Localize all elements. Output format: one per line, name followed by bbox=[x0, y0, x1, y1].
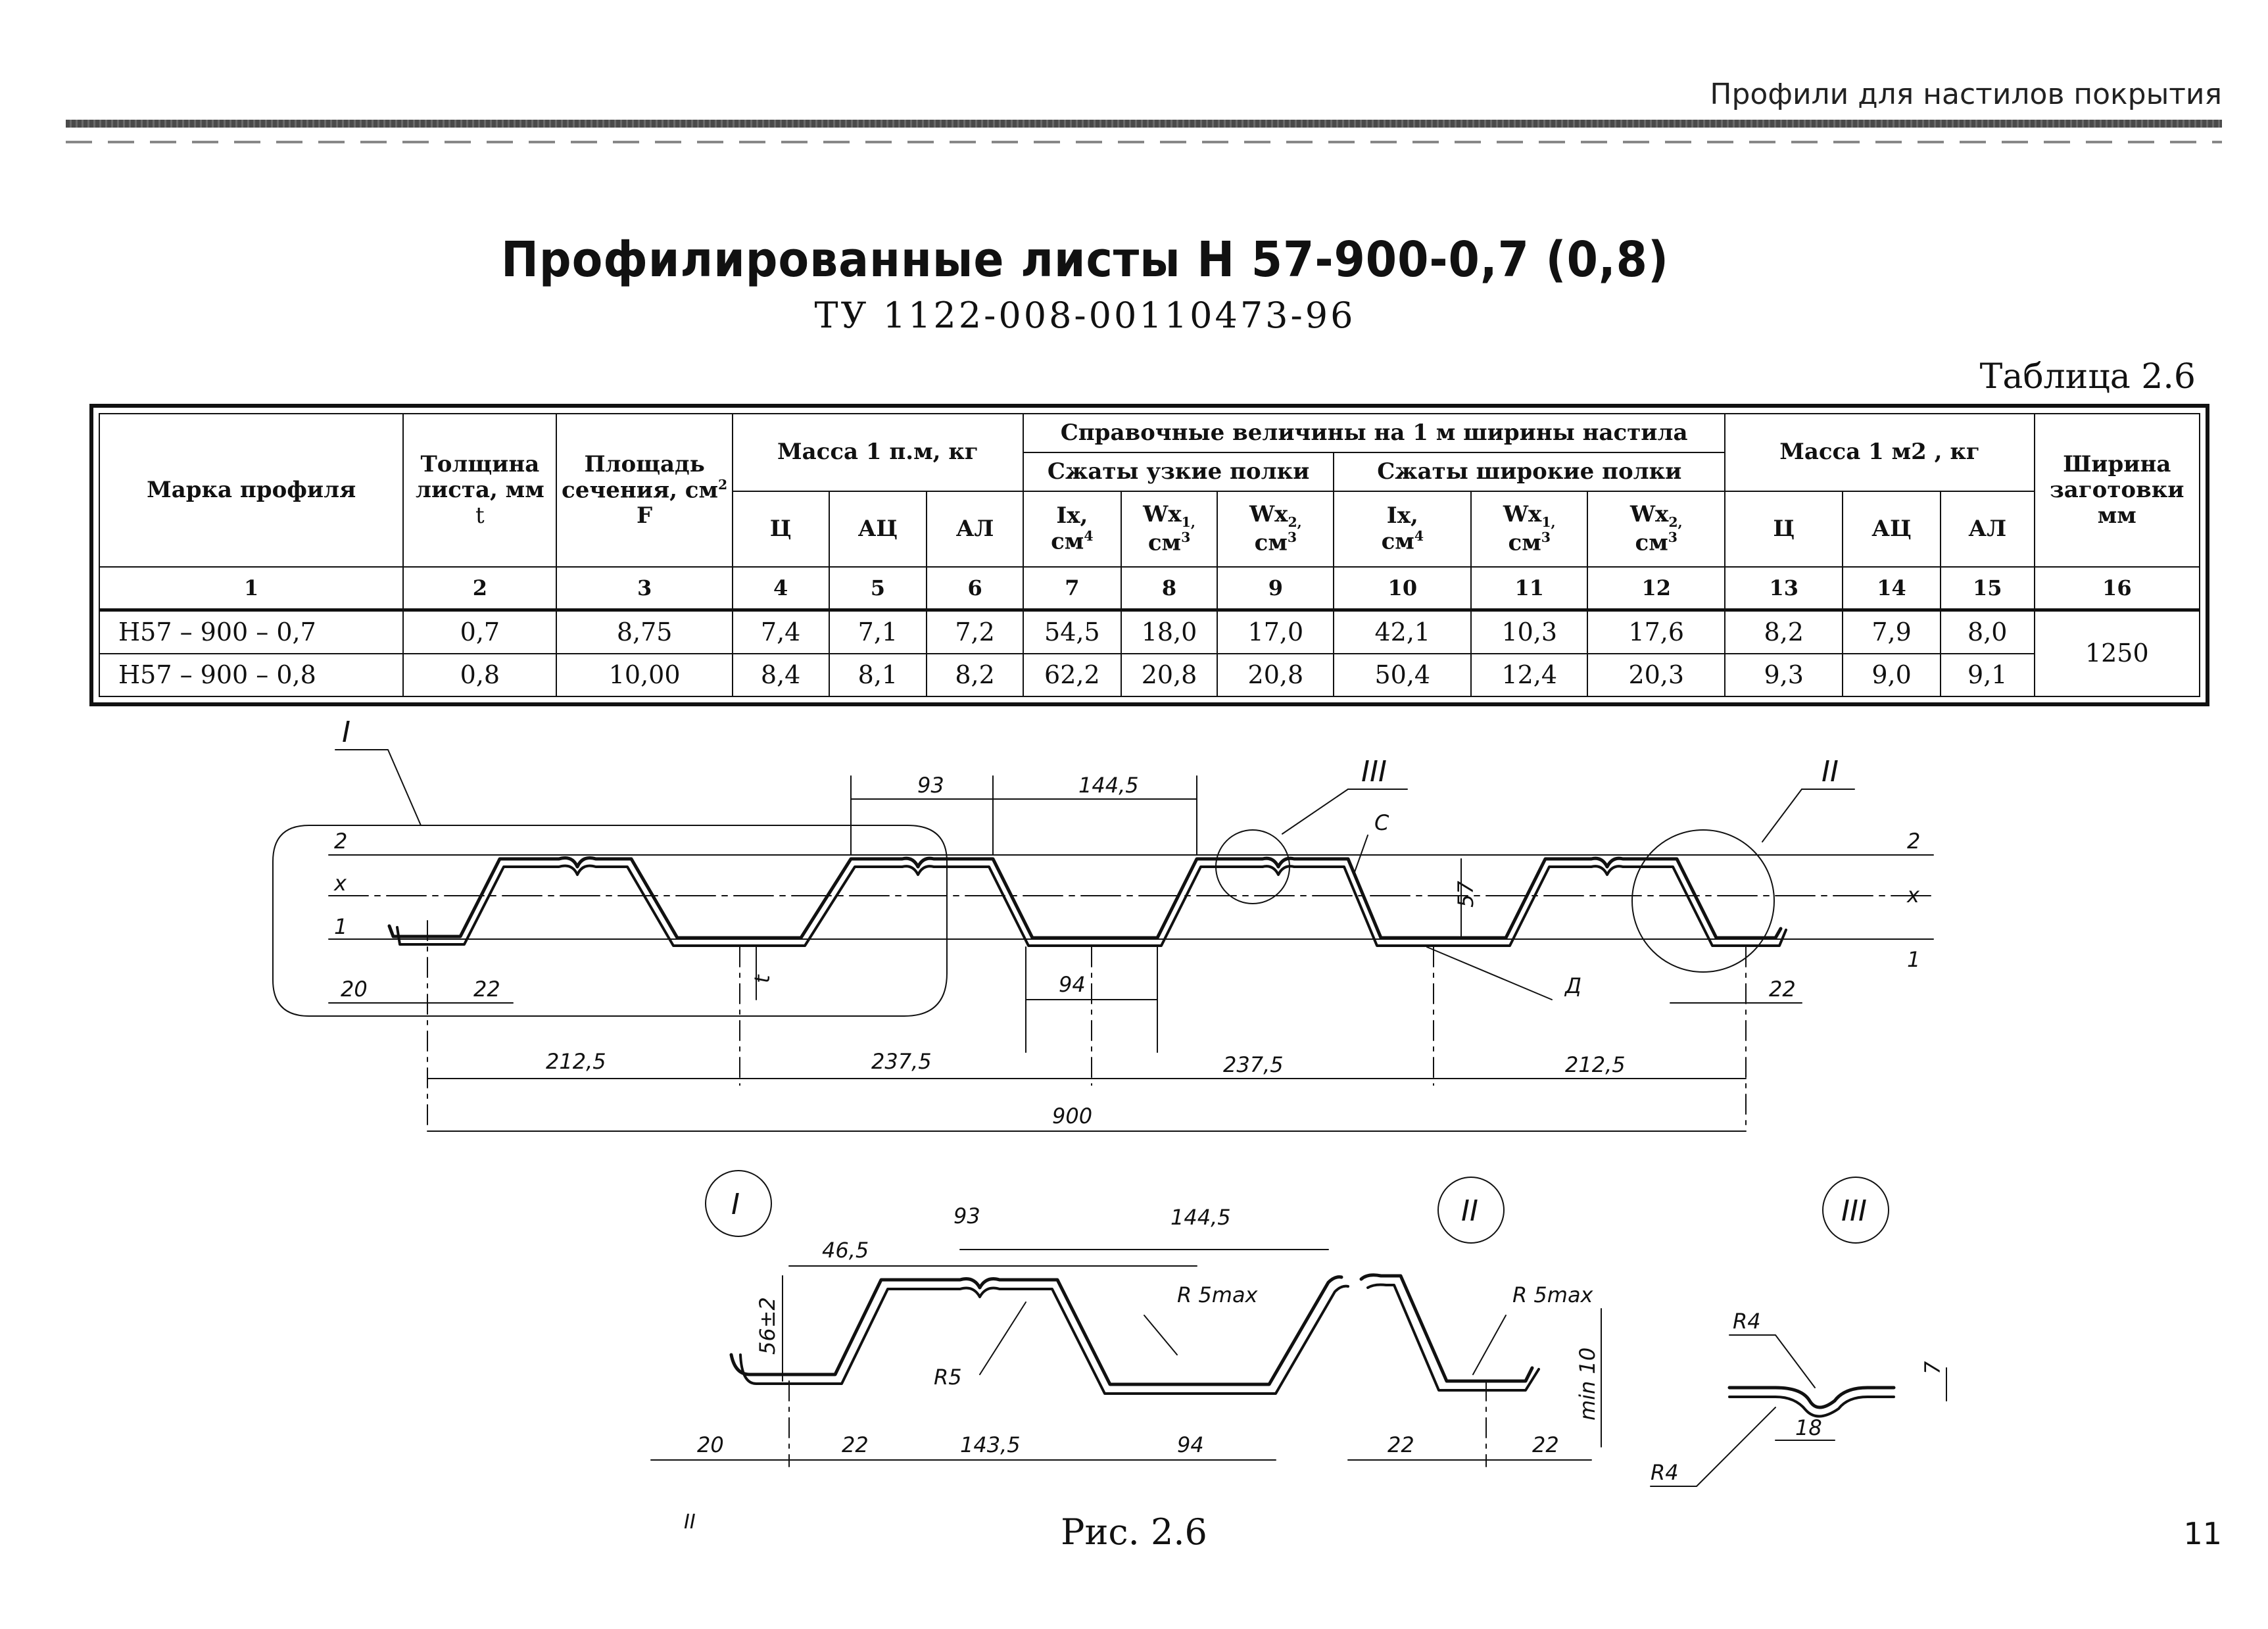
page-title: Профилированные листы Н 57-900-0,7 (0,8) bbox=[501, 231, 1669, 288]
callout-label-II: II bbox=[1822, 755, 1839, 789]
leader-C bbox=[1355, 835, 1368, 872]
cell-mass-ac: 7,1 bbox=[829, 610, 927, 654]
header-wide: Сжаты широкие полки bbox=[1334, 452, 1725, 491]
cell-wide-wx2: 20,3 bbox=[1587, 654, 1725, 696]
dim-20: 20 bbox=[341, 977, 368, 1002]
detail-I-143-5: 143,5 bbox=[960, 1432, 1021, 1457]
header-thickness bbox=[403, 414, 556, 567]
detail-I-20: 20 bbox=[697, 1432, 724, 1457]
callout-label-C: С bbox=[1374, 810, 1389, 835]
cell-m2-c: 8,2 bbox=[1725, 610, 1843, 654]
cm-label: см bbox=[1147, 529, 1182, 556]
header-mark: Марка профиля bbox=[99, 414, 403, 567]
detail-I-56: 56±2 bbox=[755, 1297, 780, 1355]
axis-label-1-right: 1 bbox=[1907, 947, 1921, 972]
cell-narrow-wx1: 20,8 bbox=[1121, 654, 1218, 696]
sub2: 2, bbox=[1288, 514, 1302, 530]
col-number: 11 bbox=[1471, 567, 1587, 610]
leader-ii-r5max bbox=[1473, 1315, 1506, 1374]
col-number: 7 bbox=[1023, 567, 1121, 610]
dim-57: 57 bbox=[1453, 881, 1478, 908]
cell-wide-wx2: 17,6 bbox=[1587, 610, 1725, 654]
header-area-sup: 2 bbox=[718, 476, 728, 493]
detail-III-r4-bottom: R4 bbox=[1651, 1460, 1679, 1485]
figure-caption: Рис. 2.6 bbox=[1061, 1511, 1207, 1553]
col-number: 1 bbox=[99, 567, 403, 610]
header-mass-c: Ц bbox=[733, 491, 829, 568]
cell-narrow-ix: 62,2 bbox=[1023, 654, 1121, 696]
leader-II-b bbox=[1762, 789, 1802, 842]
col-number: 5 bbox=[829, 567, 927, 610]
col-number: 10 bbox=[1334, 567, 1471, 610]
header-m2-c: Ц bbox=[1725, 491, 1843, 568]
running-header: Профили для настилов покрытия bbox=[1710, 78, 2222, 111]
header-narrow-wx1 bbox=[1121, 491, 1218, 568]
col-number: 15 bbox=[1941, 567, 2035, 610]
spec-table bbox=[99, 413, 2200, 697]
detail-III-18: 18 bbox=[1795, 1415, 1822, 1440]
axis-label-x-left: x bbox=[334, 871, 347, 896]
header-narrow-ix bbox=[1023, 491, 1121, 568]
detail-II-min10: min 10 bbox=[1575, 1347, 1600, 1421]
leader-r4-top bbox=[1729, 1335, 1815, 1388]
ix-label: Ix, bbox=[1056, 502, 1088, 529]
col-number: 4 bbox=[733, 567, 829, 610]
axis-label-2-right: 2 bbox=[1907, 829, 1921, 854]
cell-narrow-wx2: 20,8 bbox=[1217, 654, 1334, 696]
col-number: 6 bbox=[927, 567, 1023, 610]
detail-label-III: III bbox=[1841, 1194, 1867, 1228]
cell-m2-c: 9,3 bbox=[1725, 654, 1843, 696]
header-area bbox=[556, 414, 732, 567]
axis-label-x-right: x bbox=[1907, 883, 1919, 908]
header-blank-width: Ширина заготовки мм bbox=[2035, 414, 2200, 567]
axis-label-1-left: 1 bbox=[334, 914, 348, 939]
dim-237-5-right: 237,5 bbox=[1223, 1052, 1284, 1077]
cell-m2-ac: 9,0 bbox=[1843, 654, 1941, 696]
cell-wide-wx1: 12,4 bbox=[1471, 654, 1587, 696]
detail-I-r5: R5 bbox=[934, 1365, 962, 1390]
cell-narrow-wx1: 18,0 bbox=[1121, 610, 1218, 654]
detail-I-94: 94 bbox=[1177, 1432, 1204, 1457]
cell-m2-ac: 7,9 bbox=[1843, 610, 1941, 654]
sub1: 1, bbox=[1541, 514, 1556, 530]
header-ref-values: Справочные величины на 1 м ширины настила bbox=[1023, 414, 1725, 452]
sub1: 1, bbox=[1181, 514, 1195, 530]
cell-wide-ix: 50,4 bbox=[1334, 654, 1471, 696]
cell-mass-al: 8,2 bbox=[927, 654, 1023, 696]
cell-m2-al: 8,0 bbox=[1941, 610, 2035, 654]
col-number: 12 bbox=[1587, 567, 1725, 610]
col-number: 14 bbox=[1843, 567, 1941, 610]
cell-narrow-wx2: 17,0 bbox=[1217, 610, 1334, 654]
dim-94: 94 bbox=[1059, 972, 1086, 997]
sup3: 3 bbox=[1541, 529, 1551, 546]
sup3: 3 bbox=[1668, 529, 1677, 546]
header-mass-al: АЛ bbox=[927, 491, 1023, 568]
detail-I-r5max: R 5max bbox=[1177, 1282, 1258, 1307]
sup4: 4 bbox=[1414, 528, 1424, 545]
header-mass-m2: Масса 1 м2 , кг bbox=[1725, 414, 2034, 491]
table-caption: Таблица 2.6 bbox=[1979, 357, 2196, 397]
dim-93: 93 bbox=[917, 773, 944, 798]
header-m2-al: АЛ bbox=[1941, 491, 2035, 568]
cell-mark: Н57 – 900 – 0,7 bbox=[99, 610, 403, 654]
leader-r5max bbox=[1144, 1315, 1177, 1355]
page-subtitle: ТУ 1122-008-00110473-96 bbox=[814, 295, 1356, 336]
leader-D bbox=[1427, 947, 1552, 1000]
axis-label-2-left: 2 bbox=[334, 829, 348, 854]
dim-900: 900 bbox=[1052, 1104, 1093, 1129]
cell-narrow-ix: 54,5 bbox=[1023, 610, 1121, 654]
sup4: 4 bbox=[1084, 528, 1094, 545]
cell-mass-c: 8,4 bbox=[733, 654, 829, 696]
cell-mass-al: 7,2 bbox=[927, 610, 1023, 654]
cell-t: 0,7 bbox=[403, 610, 556, 654]
detail-I-22: 22 bbox=[842, 1432, 869, 1457]
wx2-label: Wx bbox=[1249, 500, 1288, 527]
header-rule bbox=[66, 120, 2222, 128]
cell-m2-al: 9,1 bbox=[1941, 654, 2035, 696]
profile-drawing bbox=[0, 710, 2268, 1578]
header-area-symbol: F bbox=[637, 502, 653, 529]
cell-mark: Н57 – 900 – 0,8 bbox=[99, 654, 403, 696]
cell-f: 10,00 bbox=[556, 654, 732, 696]
header-narrow: Сжаты узкие полки bbox=[1023, 452, 1334, 491]
header-dashed-rule bbox=[66, 141, 2222, 143]
detail-III-7: 7 bbox=[1920, 1361, 1945, 1374]
detail-III-r4-top: R4 bbox=[1733, 1309, 1761, 1334]
page-number: 11 bbox=[2183, 1516, 2222, 1551]
leader-I bbox=[335, 750, 421, 825]
cell-t: 0,8 bbox=[403, 654, 556, 696]
callout-label-III: III bbox=[1361, 755, 1387, 789]
cell-wide-ix: 42,1 bbox=[1334, 610, 1471, 654]
wx1-label: Wx bbox=[1143, 500, 1182, 527]
header-area-label: Площадь сечения, см bbox=[562, 450, 718, 504]
cell-mass-ac: 8,1 bbox=[829, 654, 927, 696]
wx2-label: Wx bbox=[1629, 500, 1669, 527]
col-number: 16 bbox=[2035, 567, 2200, 610]
header-mass-ac: АЦ bbox=[829, 491, 927, 568]
col-number: 8 bbox=[1121, 567, 1218, 610]
detail-III-profile bbox=[1729, 1388, 1894, 1417]
leader-r5 bbox=[980, 1302, 1026, 1374]
cm-label: см bbox=[1635, 529, 1668, 556]
dim-144-5: 144,5 bbox=[1078, 773, 1139, 798]
callout-circle-II bbox=[1632, 830, 1774, 972]
col-number: 2 bbox=[403, 567, 556, 610]
leader-III-b bbox=[1282, 789, 1348, 834]
cell-mass-c: 7,4 bbox=[733, 610, 829, 654]
spec-table-frame bbox=[89, 404, 2209, 706]
detail-II-22-right: 22 bbox=[1532, 1432, 1559, 1457]
table-row bbox=[99, 610, 2200, 654]
header-narrow-wx2 bbox=[1217, 491, 1334, 568]
header-wide-wx1 bbox=[1471, 491, 1587, 568]
dim-212-5-left: 212,5 bbox=[546, 1049, 606, 1074]
dim-t: t bbox=[750, 975, 775, 983]
sup3: 3 bbox=[1287, 529, 1297, 546]
wx1-label: Wx bbox=[1503, 500, 1542, 527]
col-number: 3 bbox=[556, 567, 732, 610]
detail-I-46-5: 46,5 bbox=[822, 1238, 869, 1263]
dim-237-5-left: 237,5 bbox=[871, 1049, 932, 1074]
header-wide-ix bbox=[1334, 491, 1471, 568]
detail-I-93: 93 bbox=[953, 1204, 980, 1228]
header-wide-wx2 bbox=[1587, 491, 1725, 568]
dim-212-5-right: 212,5 bbox=[1565, 1052, 1626, 1077]
header-thickness-symbol: t bbox=[475, 502, 485, 529]
cm-label: см bbox=[1051, 528, 1084, 555]
callout-label-D: Д bbox=[1565, 973, 1581, 998]
detail-label-II: II bbox=[1461, 1194, 1478, 1228]
cell-f: 8,75 bbox=[556, 610, 732, 654]
detail-label-I: I bbox=[731, 1188, 740, 1221]
cell-blank-width: 1250 bbox=[2035, 610, 2200, 696]
table-row bbox=[99, 654, 2200, 696]
ix-label: Ix, bbox=[1386, 502, 1418, 529]
sup3: 3 bbox=[1181, 529, 1191, 546]
col-number: 9 bbox=[1217, 567, 1334, 610]
sub2: 2, bbox=[1668, 514, 1683, 530]
header-thickness-label: Толщина листа, мм bbox=[416, 450, 544, 503]
header-m2-ac: АЦ bbox=[1843, 491, 1941, 568]
stray-mark: II bbox=[684, 1511, 696, 1534]
dim-22-left: 22 bbox=[473, 977, 500, 1002]
detail-I-144-5: 144,5 bbox=[1170, 1205, 1231, 1230]
cm-label: см bbox=[1254, 529, 1288, 556]
detail-II-r5max: R 5max bbox=[1512, 1282, 1593, 1307]
main-profile-shape bbox=[389, 858, 1786, 946]
detail-II-22-left: 22 bbox=[1387, 1432, 1414, 1457]
callout-label-I: I bbox=[342, 716, 350, 749]
cell-wide-wx1: 10,3 bbox=[1471, 610, 1587, 654]
cm-label: см bbox=[1381, 528, 1414, 555]
dim-22-right: 22 bbox=[1769, 977, 1796, 1002]
header-mass-lm: Масса 1 п.м, кг bbox=[733, 414, 1023, 491]
callout-frame-I bbox=[273, 825, 947, 1016]
col-number: 13 bbox=[1725, 567, 1843, 610]
cm-label: см bbox=[1508, 529, 1541, 556]
